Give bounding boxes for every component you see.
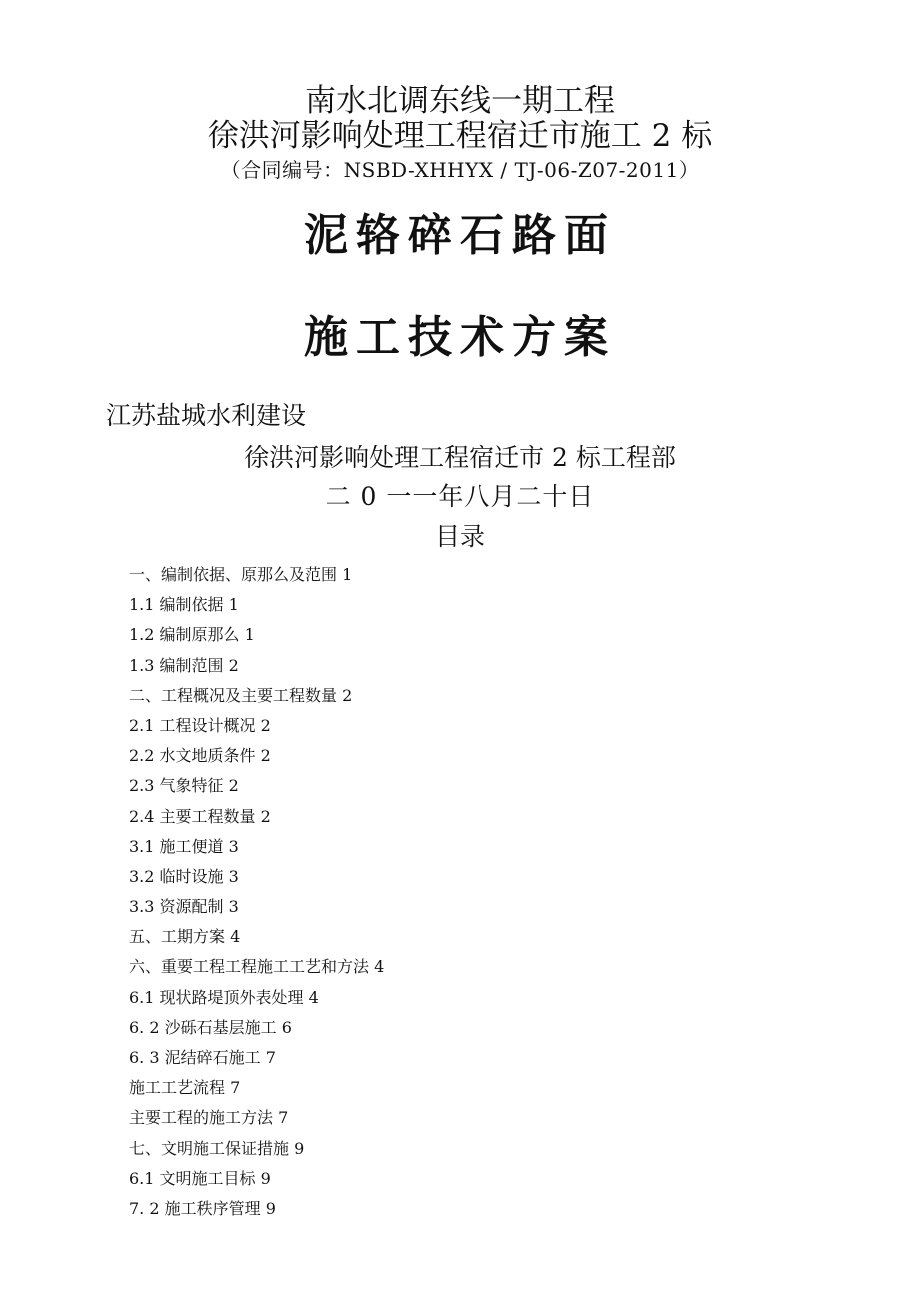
toc-item: 六、重要工程工程施工工艺和方法 4 [129, 957, 385, 977]
toc-item: 1.1 编制依据 1 [129, 595, 239, 615]
department-name: 徐洪河影响处理工程宿迁市 2 标工程部 [244, 443, 676, 472]
toc-item: 2.4 主要工程数量 2 [129, 806, 271, 826]
toc-item: 2.1 工程设计概况 2 [129, 715, 271, 735]
toc-item: 6. 3 泥结碎石施工 7 [129, 1048, 276, 1067]
toc-item: 七、文明施工保证措施 9 [129, 1138, 305, 1158]
toc-item: 一、编制依据、原那么及范围 1 [129, 565, 353, 584]
document-title-line1: 泥辂碎石路面 [304, 210, 616, 261]
toc-item: 五、工期方案 4 [129, 927, 241, 947]
toc-item: 施工工艺流程 7 [129, 1078, 241, 1098]
project-name-line2: 徐洪河影响处理工程宿迁市施工 2 标 [207, 118, 713, 154]
toc-item: 7. 2 施工秩序管理 9 [129, 1198, 276, 1218]
document-title-line2: 施工技术方案 [304, 312, 616, 363]
toc-item: 1.3 编制范围 2 [129, 655, 239, 675]
company-name: 江苏盐城水利建设 [106, 401, 307, 430]
toc-heading: 目录 [434, 522, 485, 551]
toc-item: 二、工程概况及主要工程数量 2 [129, 685, 353, 705]
toc-item: 3.1 施工便道 3 [129, 836, 239, 856]
toc-item: 2.3 气象特征 2 [129, 776, 239, 796]
toc-item: 1.2 编制原那么 1 [129, 625, 255, 645]
toc-item: 6.1 现状路堤顶外表处理 4 [129, 987, 319, 1007]
toc-item: 2.2 水文地质条件 2 [129, 746, 271, 766]
project-name-line1: 南水北调东线一期工程 [305, 83, 615, 119]
toc-item: 3.3 资源配制 3 [129, 897, 239, 917]
contract-number: （合同编号：NSBD-XHHYX / TJ-06-Z07-2011） [220, 158, 700, 182]
toc-item: 3.2 临时设施 3 [129, 866, 239, 886]
document-date: 二 0 一一年八月二十日 [325, 482, 595, 511]
toc-item: 6. 2 沙砾石基层施工 6 [129, 1017, 292, 1037]
table-of-contents [129, 565, 829, 1229]
toc-item: 主要工程的施工方法 7 [129, 1108, 289, 1128]
toc-item: 6.1 文明施工目标 9 [129, 1168, 271, 1188]
